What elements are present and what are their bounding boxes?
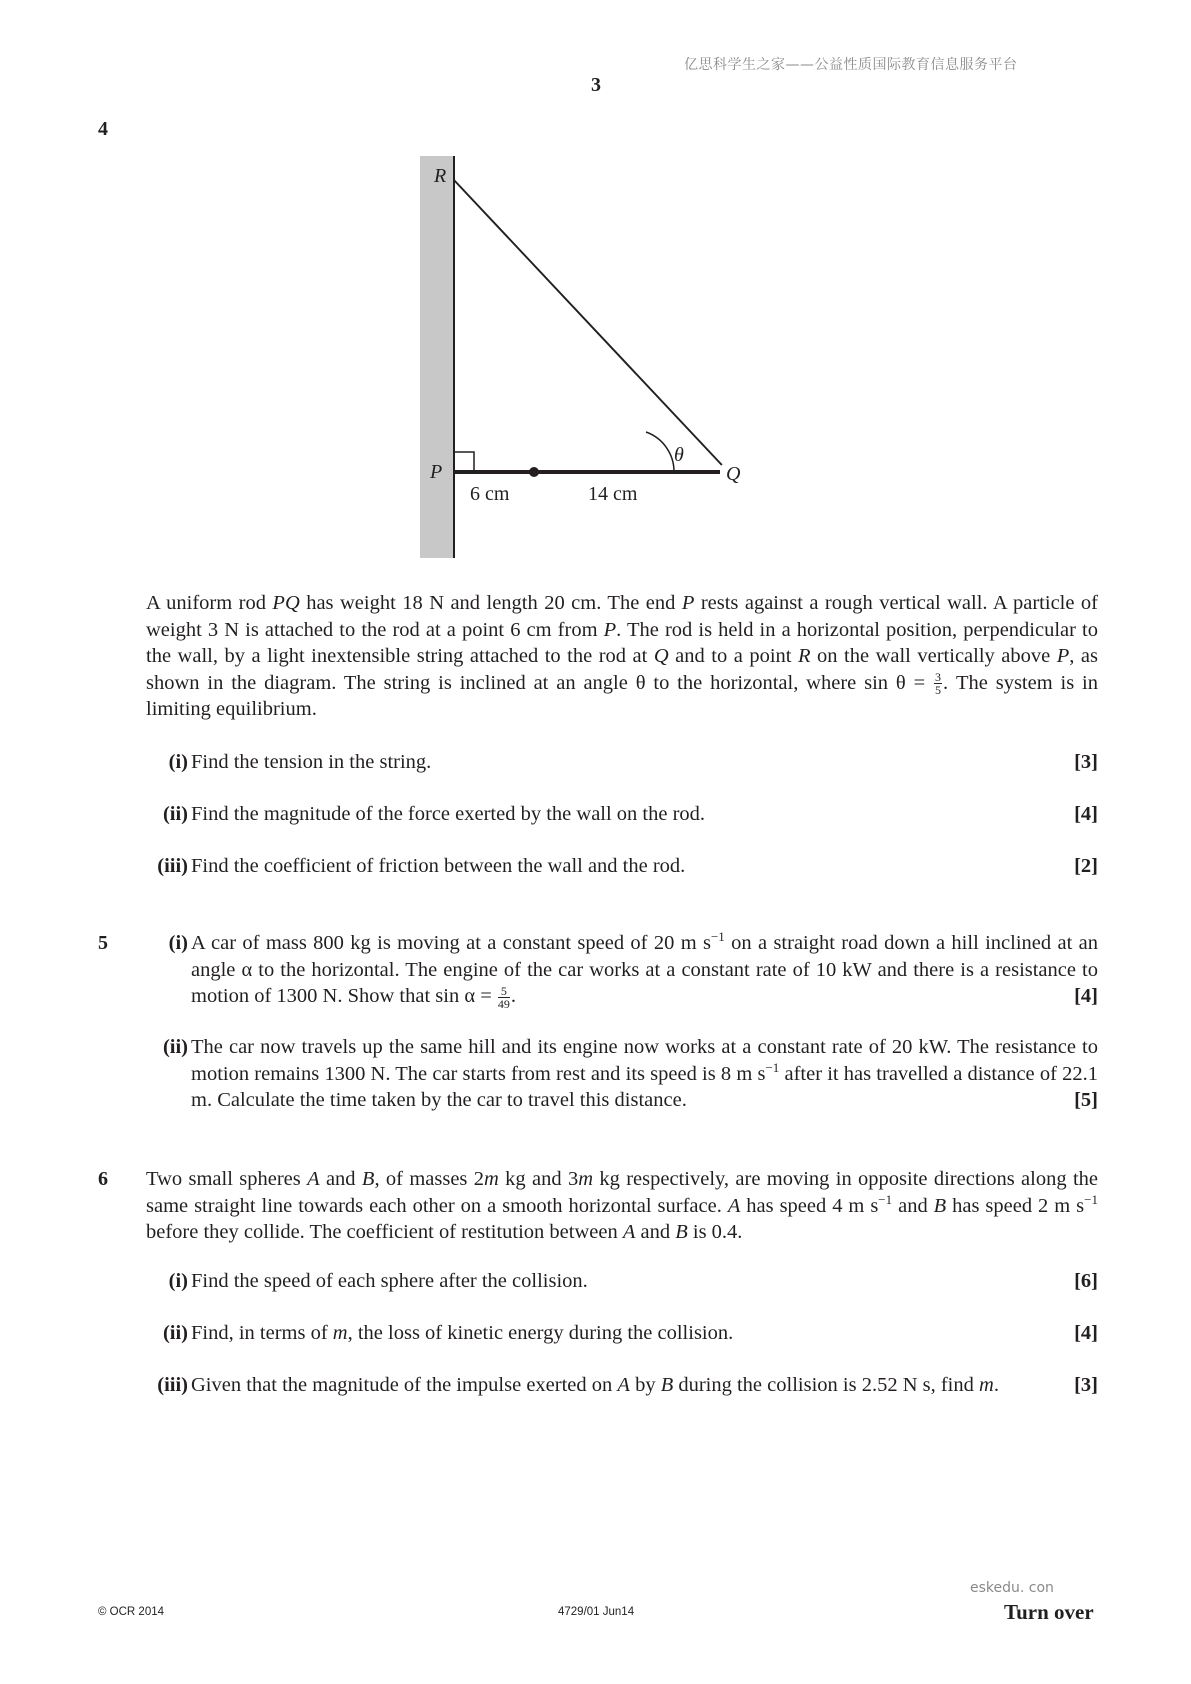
fraction-3-5: $\frac{3}{5}$ xyxy=(935,670,941,698)
label-6cm: 6 cm xyxy=(470,483,510,505)
label-theta: θ xyxy=(674,444,684,466)
question-6-stem: Two small spheres A and B, of masses 2m kg and 3m kg respectively, are moving in opposite directions along the same straight line towards each other on a smooth horizontal surface. A has speed 4 m $s^{-1}$ and B has speed 2 m $s^{-1}$ before they collide. The coefficient of restitution between A and B is 0.4. xyxy=(146,1168,1098,1243)
angle-arc xyxy=(646,432,674,472)
watermark-text: 亿思科学生之家——公益性质国际教育信息服务平台 xyxy=(684,57,1018,73)
marks: [6] xyxy=(1074,1270,1098,1292)
question-4-part-iii: (iii) Find the coefficient of friction between the wall and the rod. [2] xyxy=(146,853,1098,880)
paper-code: 4729/01 Jun14 xyxy=(558,1606,635,1618)
question-6-part-ii: (ii) Find, in terms of m, the loss of kinetic energy during the collision. [4] xyxy=(146,1320,1098,1347)
marks: [3] xyxy=(1074,751,1098,773)
marks: [5] xyxy=(1074,1089,1098,1111)
fraction-5-49: $\frac{5}{49}$ xyxy=(497,983,510,1011)
question-number-5: 5 xyxy=(98,932,108,954)
particle-dot xyxy=(529,467,539,477)
label-R: R xyxy=(434,165,447,187)
footer-watermark: eskedu. con xyxy=(970,1580,1054,1596)
question-number-6: 6 xyxy=(98,1168,108,1190)
marks: [4] xyxy=(1074,803,1098,825)
wall xyxy=(420,156,454,558)
label-P: P xyxy=(430,461,443,483)
question-number-4: 4 xyxy=(98,118,108,140)
string-RQ xyxy=(454,180,722,465)
right-angle-mark xyxy=(454,452,474,472)
marks: [4] xyxy=(1074,1322,1098,1344)
question-6-part-i: (i) Find the speed of each sphere after the collision. [6] xyxy=(146,1268,1098,1295)
marks: [2] xyxy=(1074,855,1098,877)
label-Q: Q xyxy=(726,463,741,485)
question-6-part-iii: (iii) Given that the magnitude of the impulse exerted on A by B during the collision is 2.52 N s, find m. [3] xyxy=(146,1372,1098,1399)
copyright: © OCR 2014 xyxy=(98,1606,165,1618)
marks: [4] xyxy=(1074,985,1098,1007)
question-4-part-ii: (ii) Find the magnitude of the force exerted by the wall on the rod. [4] xyxy=(146,801,1098,828)
question-4-stem: A uniform rod PQ has weight 18 N and length 20 cm. The end P rests against a rough vertical wall. A particle of weight 3 N is attached to the rod at a point 6 cm from P. The rod is held in a horizontal position, perpendicular to the wall, by a light inextensible string attached to the rod at Q and to a point R on the wall vertically above P, as shown in the diagram. The string is inclined at an angle θ to the horizontal, where sin θ = $\frac{3}{5}$ . The system is in limiting equilibrium. xyxy=(146,592,1099,721)
marks: [3] xyxy=(1074,1374,1098,1396)
question-5-part-ii: (ii) The car now travels up the same hill and its engine now works at a constant rate of 20 kW. The resistance to motion remains 1300 N. The car starts from rest and its speed is 8 m $s^{-1}$ after it has travelled a distance of 22.1 m. Calculate the time taken by the car to travel this distance. [5] xyxy=(146,1034,1098,1114)
page-number: 3 xyxy=(591,74,601,96)
question-4-part-i: (i) Find the tension in the string. [3] xyxy=(146,749,1098,776)
rod-diagram xyxy=(400,150,741,570)
label-14cm: 14 cm xyxy=(588,483,638,505)
turn-over-text: Turn over xyxy=(1004,1600,1094,1624)
question-5-part-i: (i) A car of mass 800 kg is moving at a constant speed of 20 m $s^{-1}$ on a straight road down a hill inclined at an angle α to the horizontal. The engine of the car works at a constant rate of 10 kW and there is a resistance to motion of 1300 N. Show that sin α = $\frac{5}{49}$ . [4] xyxy=(168,929,1098,1011)
